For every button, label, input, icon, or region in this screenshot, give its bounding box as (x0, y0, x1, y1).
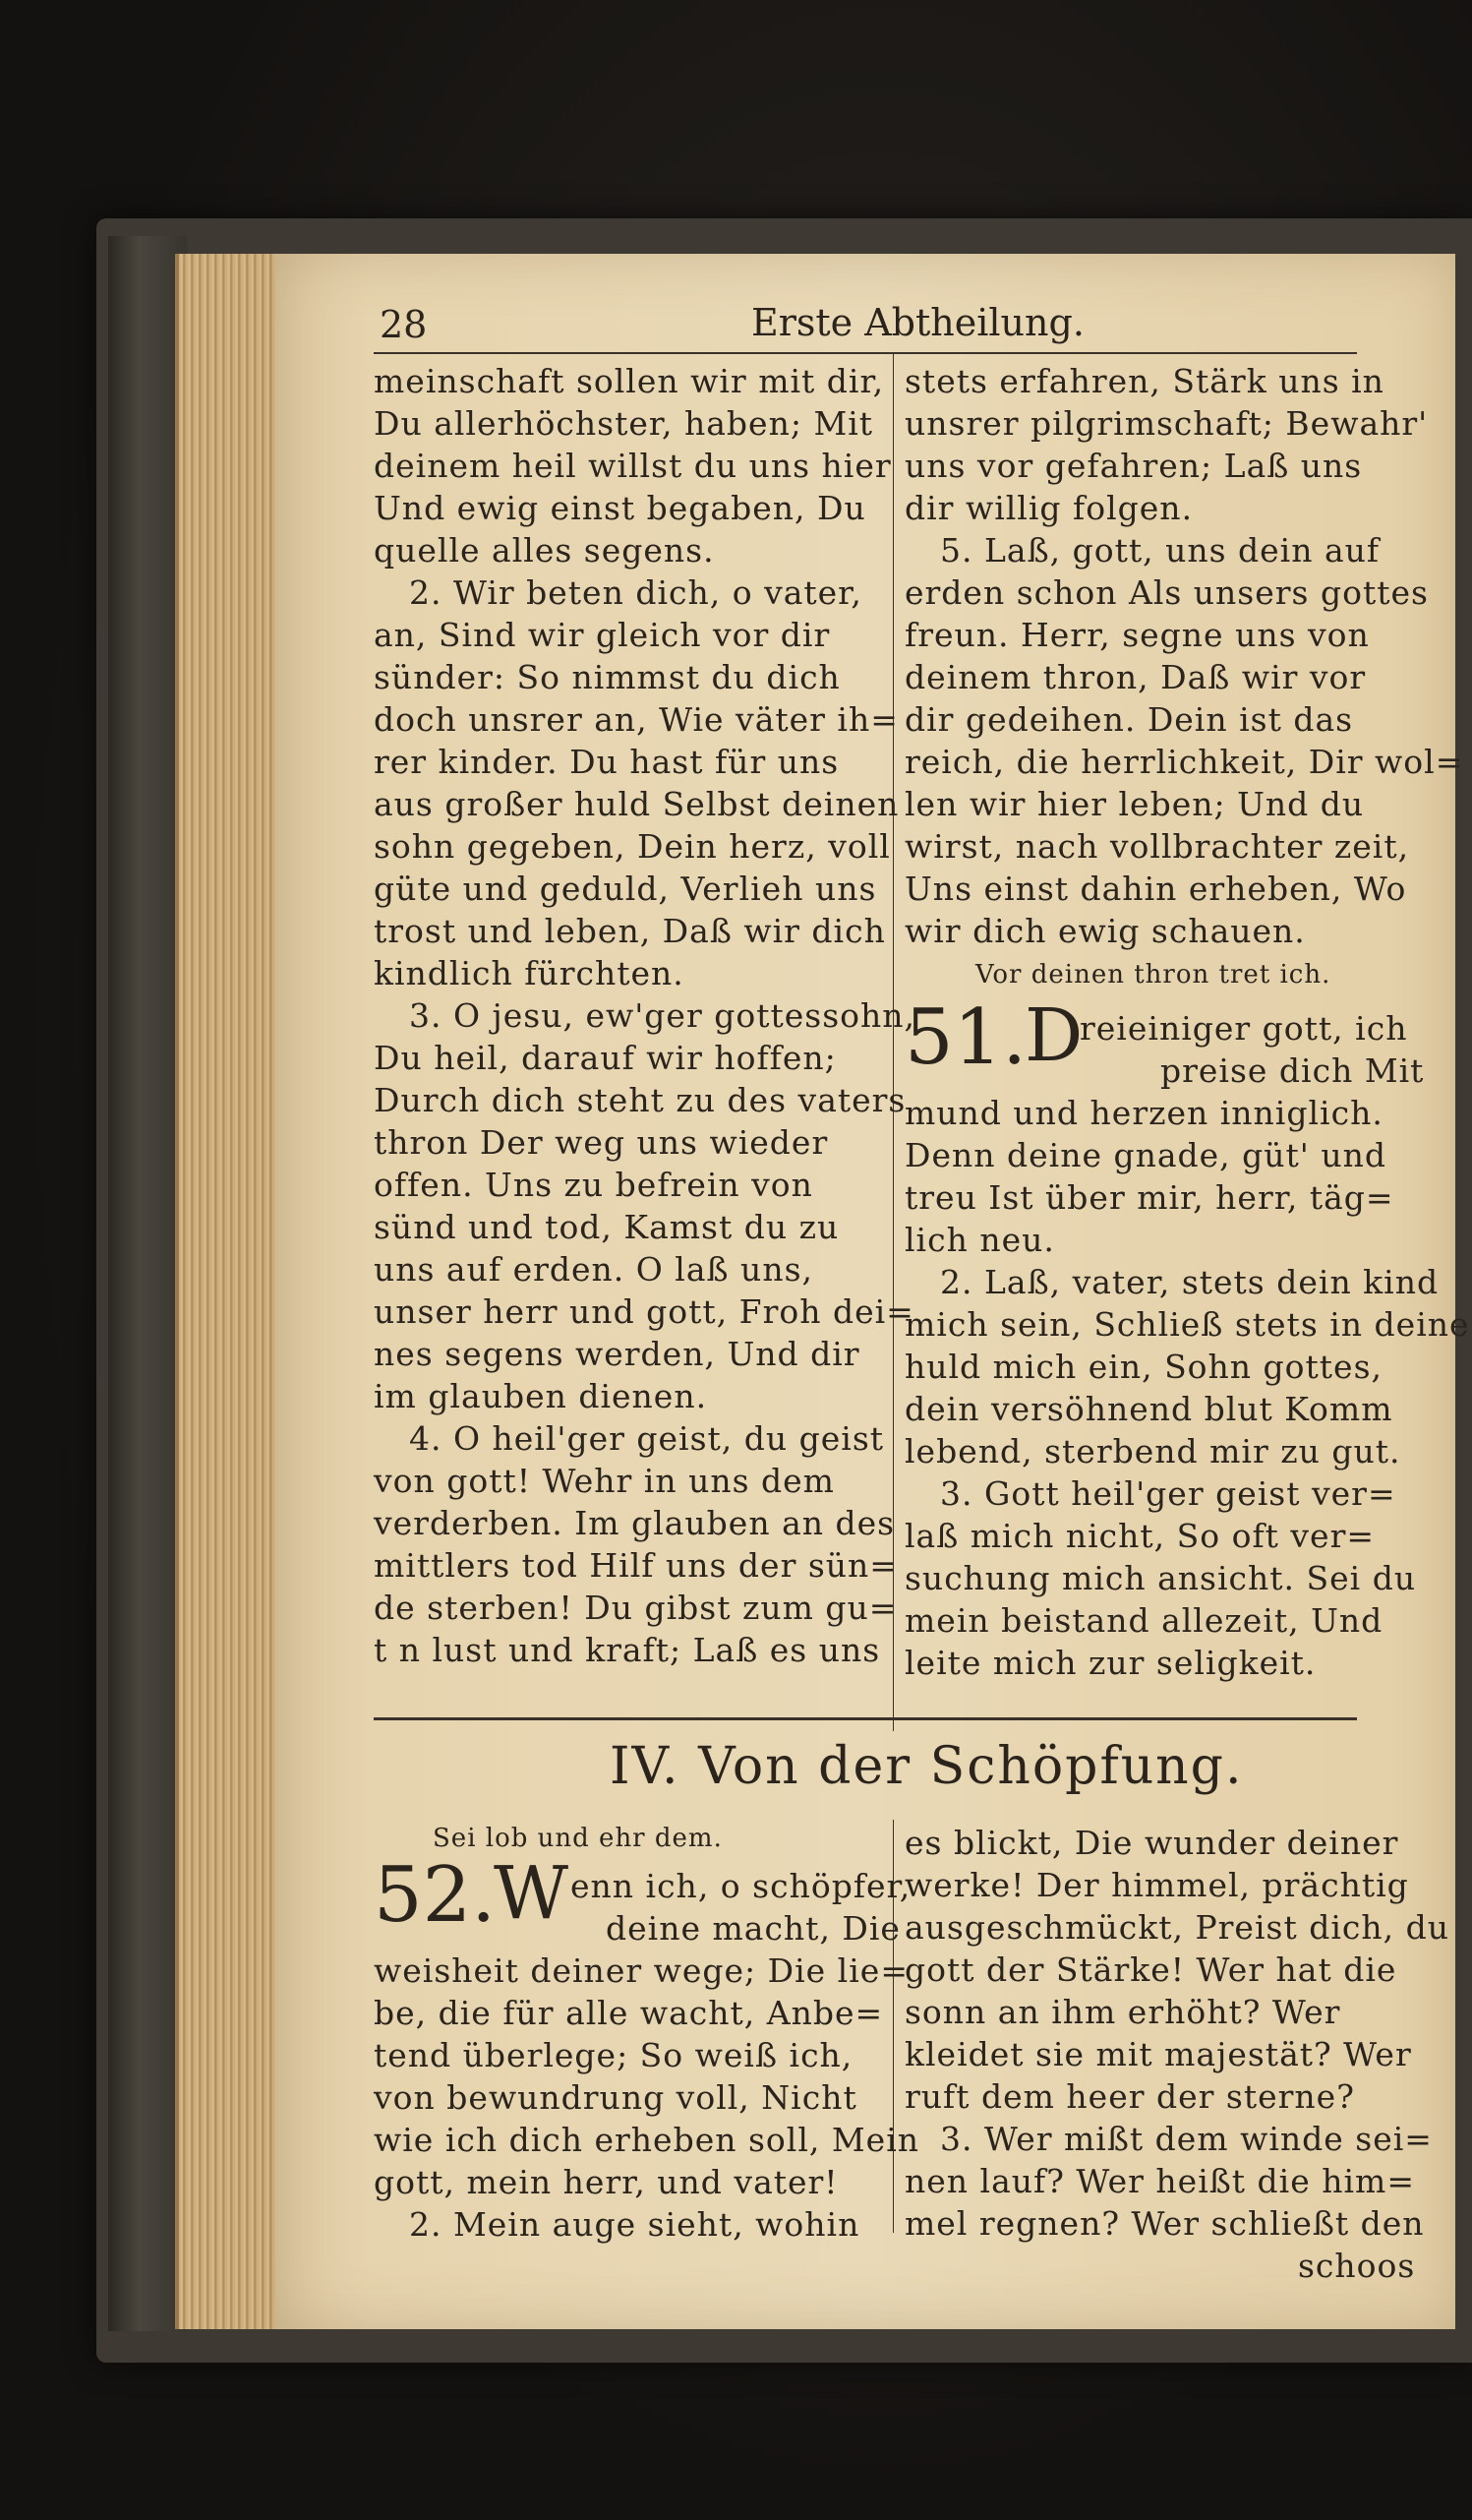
text-line: trost und leben, Daß wir dich (374, 912, 886, 950)
text-line: nes segens werden, Und dir (374, 1335, 860, 1373)
text-line: sohn gegeben, Dein herz, voll (374, 827, 891, 866)
text-line: unsrer pilgrimschaft; Bewahr' (905, 404, 1429, 443)
text-line: preise dich Mit (1160, 1051, 1425, 1090)
page-number: 28 (380, 303, 428, 346)
text-line: werke! Der himmel, prächtig (905, 1866, 1409, 1904)
hymn-51-number: 51. (905, 993, 1028, 1082)
text-line: sünd und tod, Kamst du zu (374, 1208, 840, 1246)
text-line: im glauben dienen. (374, 1377, 708, 1415)
text-line: Denn deine gnade, güt' und (905, 1136, 1386, 1174)
text-line: mittlers tod Hilf uns der sün= (374, 1546, 898, 1585)
section-title: IV. Von der Schöpfung. (610, 1737, 1244, 1796)
text-line: deinem heil willst du uns hier (374, 447, 892, 485)
text-line: mein beistand allezeit, Und (905, 1601, 1384, 1640)
text-line: tend überlege; So weiß ich, (374, 2036, 854, 2074)
text-line: quelle alles segens. (374, 531, 715, 570)
text-line: sonn an ihm erhöht? Wer (905, 1993, 1341, 2031)
text-line: enn ich, o schöpfer, (570, 1867, 912, 1905)
text-line: t n lust und kraft; Laß es uns (374, 1631, 881, 1669)
page-edges (175, 254, 285, 2329)
text-line: laß mich nicht, So oft ver= (905, 1517, 1376, 1555)
text-line: 3. Wer mißt dem winde sei= (940, 2120, 1433, 2158)
catchword: schoos (1298, 2247, 1416, 2285)
text-line: huld mich ein, Sohn gottes, (905, 1348, 1384, 1386)
text-line: mich sein, Schließ stets in deine (905, 1305, 1470, 1344)
text-line: gott, mein herr, und vater! (374, 2163, 839, 2201)
text-line: freun. Herr, segne uns von (905, 616, 1370, 654)
text-line: Du heil, darauf wir hoffen; (374, 1039, 837, 1077)
text-line: offen. Uns zu befrein von (374, 1166, 813, 1204)
text-line: rer kinder. Du hast für uns (374, 743, 840, 781)
text-line: Durch dich steht zu des vaters (374, 1081, 907, 1119)
hymn-51-incipit: Vor deinen thron tret ich. (975, 960, 1331, 990)
text-line: erden schon Als unsers gottes (905, 573, 1429, 612)
text-line: von gott! Wehr in uns dem (374, 1462, 835, 1500)
text-line: mel regnen? Wer schließt den (905, 2204, 1425, 2243)
text-line: deinem thron, Daß wir vor (905, 658, 1367, 696)
text-line: ruft dem heer der sterne? (905, 2077, 1355, 2116)
text-line: verderben. Im glauben an des (374, 1504, 896, 1542)
text-line: sünder: So nimmst du dich (374, 658, 841, 696)
text-line: reich, die herrlichkeit, Dir wol= (905, 743, 1464, 781)
hymn-52-incipit: Sei lob und ehr dem. (433, 1824, 723, 1853)
text-line: treu Ist über mir, herr, täg= (905, 1178, 1394, 1217)
text-line: unser herr und gott, Froh dei= (374, 1292, 914, 1331)
text-line: wirst, nach vollbrachter zeit, (905, 827, 1410, 866)
text-line: nen lauf? Wer heißt die him= (905, 2162, 1416, 2200)
text-line: meinschaft sollen wir mit dir, (374, 362, 885, 400)
text-line: leite mich zur seligkeit. (905, 1644, 1317, 1682)
text-line: ausgeschmückt, Preist dich, du (905, 1908, 1449, 1947)
text-line: kleidet sie mit majestät? Wer (905, 2035, 1412, 2073)
text-line: reieiniger gott, ich (1080, 1009, 1408, 1048)
text-line: thron Der weg uns wieder (374, 1123, 829, 1162)
text-line: uns vor gefahren; Laß uns (905, 447, 1363, 485)
text-line: aus großer huld Selbst deinen (374, 785, 900, 823)
text-line: doch unsrer an, Wie väter ih= (374, 700, 899, 739)
hymn-52-number: 52. (374, 1851, 497, 1940)
text-line: Und ewig einst begaben, Du (374, 489, 866, 527)
text-line: kindlich fürchten. (374, 954, 684, 992)
text-line: lebend, sterbend mir zu gut. (905, 1432, 1401, 1470)
text-line: len wir hier leben; Und du (905, 785, 1365, 823)
section-rule (374, 1717, 1357, 1720)
text-line: dir gedeihen. Dein ist das (905, 700, 1354, 739)
text-line: uns auf erden. O laß uns, (374, 1250, 813, 1289)
text-line: wir dich ewig schauen. (905, 912, 1306, 950)
hymn-51-initial: D (1025, 993, 1084, 1078)
text-line: 3. O jesu, ew'ger gottessohn, (409, 996, 915, 1035)
text-line: be, die für alle wacht, Anbe= (374, 1994, 884, 2032)
text-line: Uns einst dahin erheben, Wo (905, 870, 1407, 908)
text-line: weisheit deiner wege; Die lie= (374, 1951, 909, 1990)
text-line: 2. Wir beten dich, o vater, (409, 573, 862, 612)
text-line: mund und herzen inniglich. (905, 1094, 1384, 1132)
text-line: 2. Mein auge sieht, wohin (409, 2205, 860, 2244)
text-line: 2. Laß, vater, stets dein kind (940, 1263, 1440, 1301)
text-line: es blickt, Die wunder deiner (905, 1824, 1399, 1862)
text-line: 4. O heil'ger geist, du geist (409, 1419, 885, 1458)
text-line: de sterben! Du gibst zum gu= (374, 1589, 898, 1627)
text-line: dir willig folgen. (905, 489, 1194, 527)
running-header: Erste Abtheilung. (751, 301, 1085, 344)
text-line: lich neu. (905, 1221, 1055, 1259)
hymn-52-initial: W (494, 1851, 569, 1936)
text-line: stets erfahren, Stärk uns in (905, 362, 1384, 400)
text-line: suchung mich ansicht. Sei du (905, 1559, 1417, 1597)
text-line: von bewundrung voll, Nicht (374, 2078, 857, 2117)
book-page (275, 254, 1470, 2329)
text-line: gott der Stärke! Wer hat die (905, 1950, 1397, 1989)
header-rule (374, 352, 1357, 354)
text-line: wie ich dich erheben soll, Mein (374, 2121, 920, 2159)
text-line: 5. Laß, gott, uns dein auf (940, 531, 1381, 570)
text-line: güte und geduld, Verlieh uns (374, 870, 877, 908)
text-line: deine macht, Die (606, 1909, 901, 1948)
text-line: Du allerhöchster, haben; Mit (374, 404, 874, 443)
text-line: 3. Gott heil'ger geist ver= (940, 1474, 1396, 1513)
text-line: dein versöhnend blut Komm (905, 1390, 1393, 1428)
text-line: an, Sind wir gleich vor dir (374, 616, 831, 654)
